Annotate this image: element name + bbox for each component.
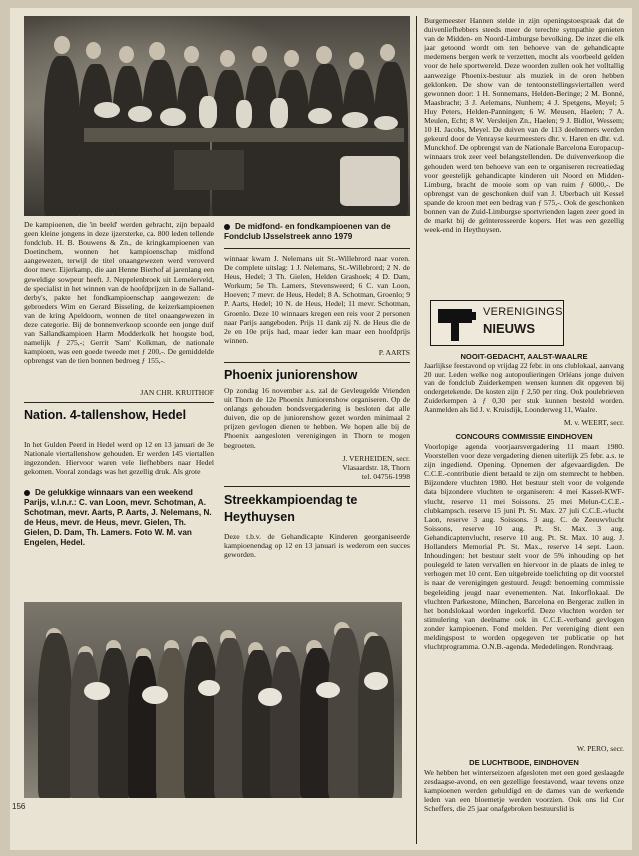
divider (224, 248, 410, 249)
concours-article-title: CONCOURS COMMISSIE EINDHOVEN (455, 432, 593, 441)
nooit-article-signature: M. v. WEERT, secr. (563, 418, 624, 427)
nation-article-text: In het Gulden Peerd in Hedel werd op 12 en 13 januari de 3e Nationale viertallenshow gehouden. Er werden 145 viertallen ingezonden. Hiervoor waren vele liefhebbers naar Hedel gekomen. Vooral zondags was het gezellig druk. Als grote (24, 440, 214, 477)
nation-caption-text: De gelukkige winnaars van een weekend Parijs, v.l.n.r.: C. van Loon, mevr. Schotman, A. Schotman, mevr. Aarts, P. Aarts, J. Nelemans, N. de Heus, mevr. de Heus, mevr. Gielen, Th. Gielen, D. Dam, Th. Lamers. Foto W. M. van Engelen, Hedel. (24, 488, 212, 547)
divider (24, 402, 214, 403)
nation-article-title: Nation. 4-tallenshow, Hedel (24, 408, 187, 422)
phoenix-article-text: Op zondag 16 november a.s. zal de Gevleugelde Vrienden uit Thorn de 12e Phoenix Juniorenshow organiseren. Op de onlangs gehouden bondsvergadering is besloten dat alle duiven, die op de juniorenshow gezet worden minimaal 2 prijzen gevlogen dienen te hebben. We hopen alle bij de Phoenix aangesloten verenigingen in Thorn te mogen begroeten. (224, 386, 410, 450)
phoenix-sig-address: Vlasaardstr. 18, Thorn (342, 463, 410, 472)
page-number: 156 (12, 802, 26, 811)
logo-line-2: NIEUWS (483, 321, 535, 336)
concours-article-signature: W. PERO, secr. (576, 744, 624, 753)
luchtbode-article-title: DE LUCHTBODE, EINDHOVEN (469, 758, 579, 767)
mid-article-text: winnaar kwam J. Nelemans uit St.-Willebrord naar voren. De complete uitslag: 1 J. Nelemans, St.-Willebrord; 2 N. de Heus, Hedel; 3 Th. Gielen, Helden Grashoek; 4 D. Dam, Workum; 5e Th. Lamers, Stevensweerd; 6 C. van Loon, Hoeven; 7 mevr. de Heus, Hedel; 8 A. Schotman, Groenlo; 9 P. Aarts, Hedel; 10 N. de Heus, Hedel; 11 mevr. Schotman, Groenlo. Deze 10 winnaars kregen een reis voor 2 personen naar Parijs aangeboden. Prijs 11 dank zij N. de Heus die de 2e en 10e prijs had, maar ieder kan maar een hoofdprijs winnen. (224, 254, 410, 345)
nooit-article-title: NOOIT-GEDACHT, AALST-WAALRE (460, 352, 588, 361)
logo-line-1: VERENIGINGS (483, 306, 563, 318)
divider (224, 486, 410, 487)
nation-article-caption (24, 488, 214, 548)
top-photo-caption-text: De midfond- en fondkampioenen van de Fondclub IJsselstreek anno 1979 (224, 222, 391, 241)
luchtbode-article-text: We hebben het winterseizoen afgesloten met een goed geslaagde zesdaagse-avond, en een gezellige feestavond, waar tevens onze kampioenen werden gehuldigd en de dames van de werkende leden van een bloemetje werden voorzien. Ook ons lid Cor Scheffers, die 25 jaar onafgebroken bestuurslid is (424, 768, 624, 814)
phoenix-sig-tel: tel. 04756-1998 (361, 472, 410, 481)
streek-article-text: Deze t.b.v. de Gehandicapte Kinderen georganiseerde kampioenendag op 12 en 13 januari is wederom een succes geworden. (224, 532, 410, 560)
left-article-signature: JAN CHR. KRUITHOF (140, 388, 214, 397)
mid-article-signature: P. AARTS (378, 348, 410, 357)
vereniging-nieuws-logo (430, 300, 564, 346)
streek-article-title: Streekkampioendag te Heythuysen (224, 493, 358, 524)
bottom-photo-winners (24, 602, 402, 798)
divider (224, 362, 410, 363)
nooit-article-text: Jaarlijkse feestavond op vrijdag 22 febr. in ons clublokaal, aanvang 20 uur. Leden welke nog autopoulieringen Orléans jonge duiven van de fondclub Zuiderkempen wensen kunnen dit opgeven bij ondergetekende. De kosten zijn ƒ 2,50 per ring. Ook poulebrieven Zuiderkempen à ƒ 0,30 per stuk kunnen besteld worden. Aanmelden als lid J. v. Kruisdijk, Loonderweg 11, Waalre. (424, 362, 624, 414)
phoenix-sig-name: J. VERHEIDEN, secr. (342, 454, 410, 463)
hammer-icon (435, 303, 479, 343)
magazine-page (10, 8, 632, 850)
top-photo-trophies (24, 16, 410, 216)
column-divider (416, 16, 417, 844)
phoenix-article-title: Phoenix juniorenshow (224, 368, 358, 382)
top-photo-caption (224, 222, 410, 242)
bullet-icon (224, 224, 230, 230)
left-article-text: De kampioenen, die 'in beeld' werden gebracht, zijn bepaald geen kleine jongens in deze ijzersterke, ca. 800 leden tellende fondclub. H. B. Bouwens & Zn., de kringkampioenen van Doetinchem, wonnen het kampioenschap midfond aangewezen, terwijl de titel onaangewezen werd veroverd door mevr. Eijerkamp, die aan Henne Bierhof al jarenlang een geweldige sowpeur heeft. J. Neppelenbroek uit Lemelerveld, de specialist in het winnen van de hoofdprijzen in de Salland-derby's, pakte het fondkampioenschap aangewezen: de gebroeders Wim en Gerard Bisseling, de keizerkampioenen van de kring Apeldoorn, wonnen de titel onaangewezen in deze categorie. Bij de bonnenverkoop scoorde een jonge duif van Sallandkampioen Harm Modderkolk het hoogste bod, namelijk ƒ 275,-; Gerrit 'Sam' Kolkman, de nationale kampioen, was een goede tweede met ƒ 200,-. De gemiddelde opbrengst van de tien bonnen bedroeg ƒ 155,-. (24, 220, 214, 366)
bullet-icon (24, 490, 30, 496)
concours-article-text: Voorlopige agenda voorjaarsvergadering 11 maart 1980. Voorstellen voor deze vergadering dienen uiterlijk 25 febr. a.s. te zijn ingediend. Opening. Opnemen der afgevaardigden. De C.C.E.-contributie dient betaald te zijn om stemrecht te hebben. Bijzondere vluchten 1980. Het bestuur stelt voor de volgende data bijzondere vluchten te organiseren: 4 mei Kassel-KWF-vlucht, reserve 11 mei Soissons. 25 mei Melun-C.C.E.-clubkampsch. reserve 15 juni Pt. St. Max. 27 juli C.C.E.-vlucht Laon, reserve 3 aug. Soissons. 3 aug. C. de Zeeuwvlucht Soissons, reserve 10 aug. Pt. St. Max. 3 aug. Gehandicaptenvlucht, reserve 10 aug. Pt. St. Max. 10 aug. J. Hollanders Memorial Pt. St. Max., reserve 14 sept. Laon. Inhoudingen: het bestuur stelt voor de 5% inhouding op het poulegeld te laten vervallen en hiervoor in de plaats de inleg te verhogen met 10 cent. Een uitgebreide toelichting op dit voorstel is naar de verenigingen gestuurd. Jeugd: benoeming commissie begeleiding jeugd naar evenementen. Nat. Inkorflokaal. De vluchten Parkestone, München, Barcelona en Bergerac zullen in het bondslokaal worden ingekorfd. Deze vluchten worden ter stimulering van deelname ook in C.C.E.-verband gevlogen zonder kampioenen. Fond melden. Per vereniging dient een meldingspost te worden opgegeven ter publicatie op het vluchtprogramma. O.N.B.-agenda. Mededelingen. Rondvraag. (424, 442, 624, 652)
right-top-article-text: Burgemeester Hannen stelde in zijn openingstoespraak dat de duivenliefhebbers steeds meer de terechte sympathie genieten van de Midden- en Noord-Limburgse bevolking. De inzet die elk jaar getoond wordt om ten behoeve van de gehandicapte medemens bergen werk te verzetten, mocht als voorbeeld gelden voor de hele sportwereld. Deze woorden zullen ook het volltallig aanwezige Phoenix-bestuur als muziek in de oren hebben geklonken. De show van de tentoonstellingsviertallen werd gewonnen door: 1 H. Sonnemans, Helden-Beringe; 2 M. Bonné, Maasbracht; 3 J. Aelemans, Nunhem; 4 J. Spetgens, Meyel; 5 Huy Peters, Helden-Panningen; 6 W. Meusen, Haelen; 7 A. Meulen, Echt; 8 W. Versleijen Zn., Haelen; 9 J. Bidlot, Wessem; 10 H. Jacobs, Meyel. De duiven van de 113 deelnemers werden gekeurd door de Venrayse keurmeesters dhr. v. Haren en dhr. v.d. Munckhof. De opbrengst van de Nationale Barcelona Europacup-winnaars trok zeer veel belangstellenden. De duivenverkoop die gehouden werd ten behoeve van een te organiseren recreatiedag voor geestelijk gehandicapte kinderen uit Noord en Midden-Limburg, bracht de mooie som op van ruim ƒ 6000,-. De opbrengst van de geschonken duif van J. Uberbach uit Kessel spande de kroon met een bedrag van ƒ 575,-. Ook de geschonken bonnen van de Zuid-Limburgse sportvrienden lagen zeer goed in de markt bij de geïnteresseerde kopers. Het was een gezellig week-end in Heythuysen. (424, 16, 624, 235)
